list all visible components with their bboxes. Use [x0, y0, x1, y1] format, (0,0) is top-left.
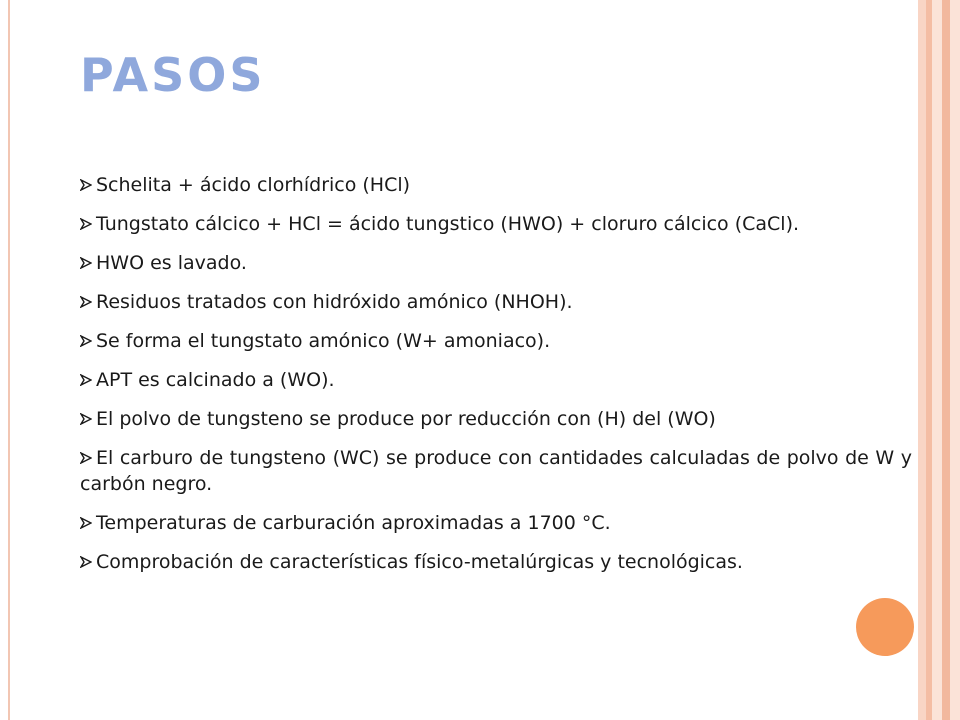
- decorative-orange-circle: [856, 598, 914, 656]
- bullet-text: El polvo de tungsteno se produce por reducción con (H) del (WO): [96, 408, 716, 430]
- list-item: [80, 328, 912, 354]
- bullet-text: Residuos tratados con hidróxido amónico (NHOH).: [96, 291, 573, 313]
- list-item: [80, 172, 912, 198]
- bullet-text: APT es calcinado a (WO).: [96, 369, 335, 391]
- arrowhead-bullet-icon: [80, 413, 92, 425]
- slide-title: PASOS: [80, 48, 266, 102]
- arrowhead-bullet-icon: [80, 556, 92, 568]
- bullet-text: El carburo de tungsteno (WC) se produce con cantidades calculadas de polvo de W y carbón negro.: [80, 447, 912, 495]
- arrowhead-bullet-icon: [80, 335, 92, 347]
- list-item: [80, 445, 912, 497]
- bullet-text: Temperaturas de carburación aproximadas a 1700 °C.: [96, 512, 611, 534]
- bullet-text: Tungstato cálcico + HCl = ácido tungstico (HWO) + cloruro cálcico (CaCl).: [96, 213, 800, 235]
- arrowhead-bullet-icon: [80, 179, 92, 191]
- list-item: [80, 367, 912, 393]
- arrowhead-bullet-icon: [80, 517, 92, 529]
- arrowhead-bullet-icon: [80, 452, 92, 464]
- list-item: [80, 549, 912, 575]
- bullet-list: [80, 172, 912, 588]
- bullet-text: Comprobación de características físico-metalúrgicas y tecnológicas.: [96, 551, 743, 573]
- arrowhead-bullet-icon: [80, 374, 92, 386]
- arrowhead-bullet-icon: [80, 218, 92, 230]
- list-item: [80, 250, 912, 276]
- list-item: [80, 289, 912, 315]
- bullet-text: Se forma el tungstato amónico (W+ amoniaco).: [96, 330, 551, 352]
- decorative-stripes: [918, 0, 960, 720]
- arrowhead-bullet-icon: [80, 296, 92, 308]
- list-item: [80, 510, 912, 536]
- arrowhead-bullet-icon: [80, 257, 92, 269]
- list-item: [80, 406, 912, 432]
- list-item: [80, 211, 912, 237]
- bullet-text: Schelita + ácido clorhídrico (HCl): [96, 174, 411, 196]
- bullet-text: HWO es lavado.: [96, 252, 247, 274]
